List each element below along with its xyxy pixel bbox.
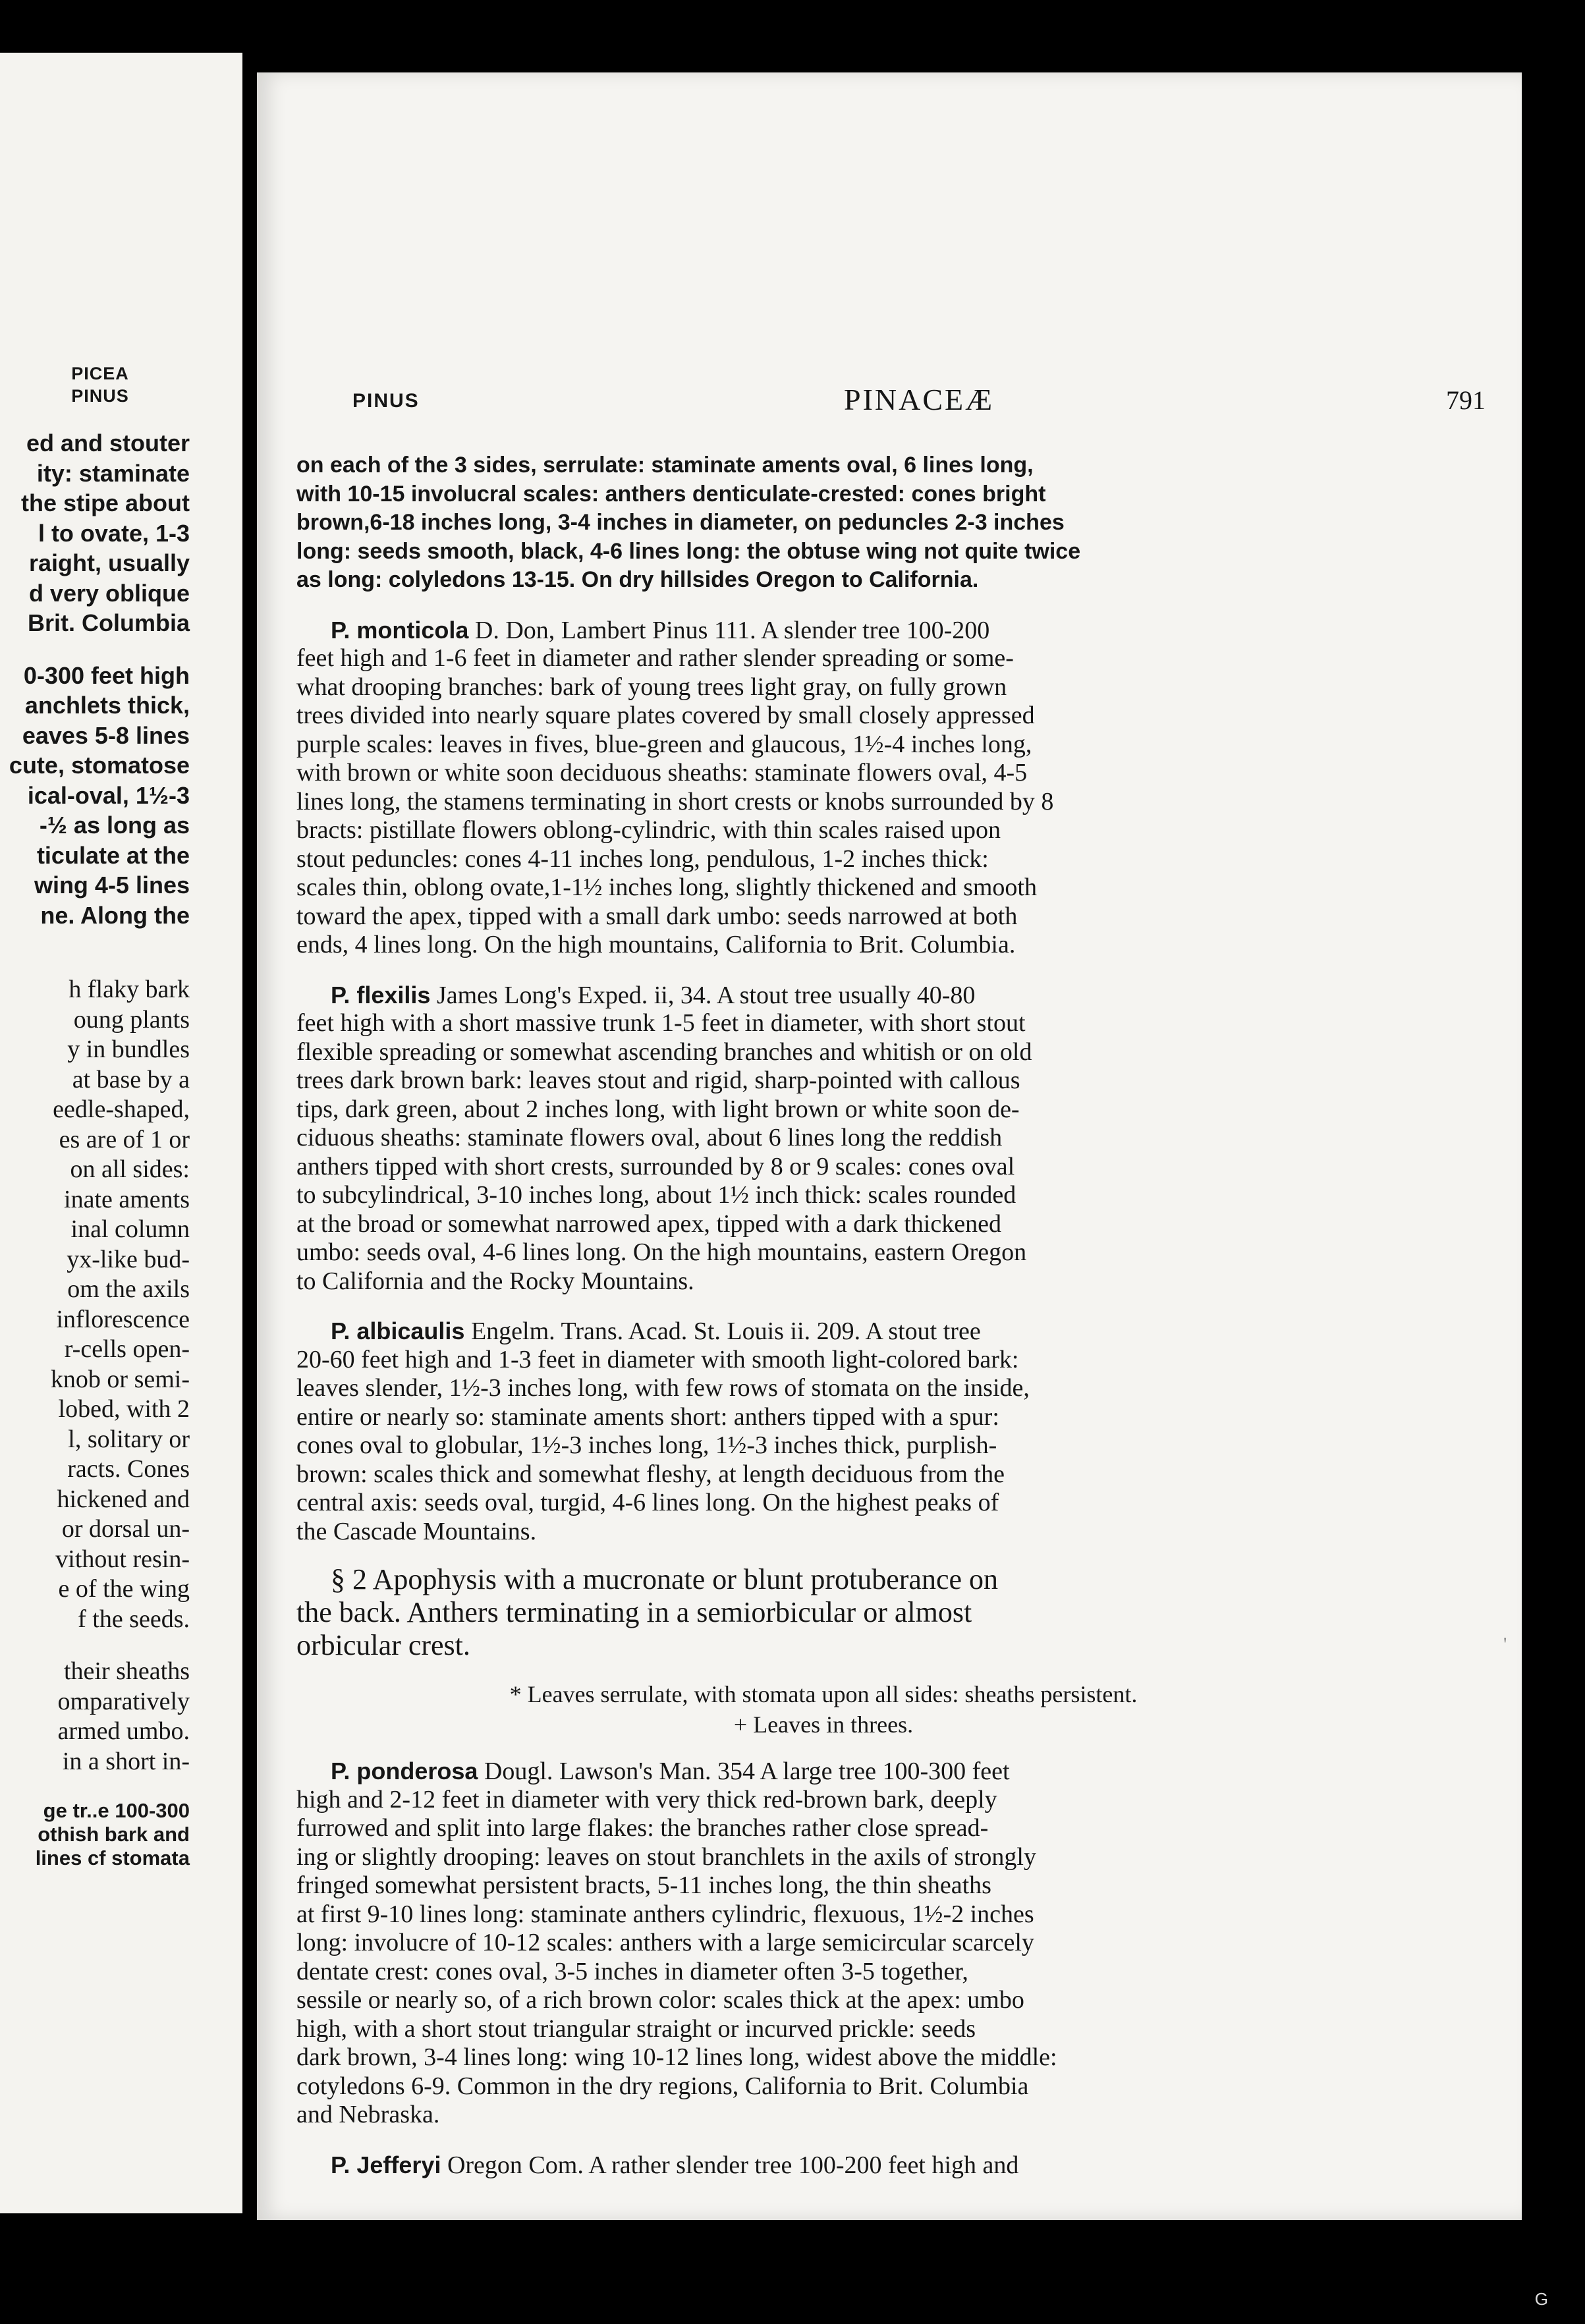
key <box>296 1679 1350 1740</box>
facing-text-line: racts. Cones <box>67 1455 190 1483</box>
spacer <box>0 953 190 975</box>
facing-text-line: on all sides: <box>70 1155 190 1183</box>
facing-text-line: eaves 5-8 lines <box>22 721 190 749</box>
species-entry <box>296 2151 1350 2180</box>
species-entries-section-2 <box>296 1757 1350 2179</box>
species-name: P. monticola <box>331 616 469 644</box>
corner-mark: G <box>1534 2289 1548 2309</box>
species-citation: James Long's Exped. ii, 34. A stout tree usually 40-80 <box>430 981 976 1009</box>
facing-text-line: wing 4-5 lines <box>34 872 190 899</box>
text-line: umbo: seeds oval, 4-6 lines long. On the high mountains, eastern Oregon <box>296 1238 1027 1266</box>
text-line: anthers tipped with short crests, surrounded by 8 or 9 scales: cones oval <box>296 1152 1015 1180</box>
facing-page-header <box>61 362 140 407</box>
spacer <box>296 2130 1350 2151</box>
facing-text-line: or dorsal un- <box>61 1515 190 1543</box>
facing-text-line: at base by a <box>72 1065 190 1093</box>
continued-entry <box>296 451 1350 595</box>
spacer <box>296 1296 1350 1317</box>
facing-text-line: d very oblique <box>28 579 190 607</box>
text-line: feet high with a short massive trunk 1-5 feet in diameter, with short stout <box>296 1009 1026 1037</box>
facing-text-line: eedle-shaped, <box>53 1095 190 1123</box>
facing-text-line: ical-oval, 1½-3 <box>27 781 190 809</box>
text-line: on each of the 3 sides, serrulate: staminate aments oval, 6 lines long, <box>296 453 1034 478</box>
running-head: PINUS <box>352 390 420 412</box>
species-citation: Dougl. Lawson's Man. 354 A large tree 100-300 feet <box>478 1757 1010 1785</box>
text-line: high, with a short stout triangular straight or incurved prickle: seeds <box>296 2014 976 2043</box>
facing-text-line: 0-300 feet high <box>23 661 190 689</box>
text-line: and Nebraska. <box>296 2101 440 2128</box>
facing-text-line: lines cf stomata <box>35 1846 190 1869</box>
text-line: cotyledons 6-9. Common in the dry regions, California to Brit. Columbia <box>296 2072 1029 2100</box>
facing-text-line: knob or semi- <box>50 1365 190 1393</box>
facing-text-line: their sheaths <box>63 1657 190 1685</box>
facing-text-line: ity: staminate <box>36 459 190 487</box>
text-line: lines long, the stamens terminating in short crests or knobs surrounded by 8 <box>296 787 1054 816</box>
text-line: brown: scales thick and somewhat fleshy, at length deciduous from the <box>296 1460 1005 1488</box>
text-line: sessile or nearly so, of a rich brown color: scales thick at the apex: umbo <box>296 1986 1024 2014</box>
text-line: fringed somewhat persistent bracts, 5-11 inches long, the thin sheaths <box>296 1871 991 1899</box>
book-gutter <box>242 46 257 2220</box>
text-line: ciduous sheaths: staminate flowers oval, about 6 lines long the reddish <box>296 1124 1003 1151</box>
text-line: leaves slender, 1½-3 inches long, with few rows of stomata on the inside, <box>296 1374 1030 1402</box>
text-line: furrowed and split into large flakes: the branches rather close spread- <box>296 1814 989 1842</box>
species-citation: Oregon Com. A rather slender tree 100-200 feet high and <box>441 2151 1019 2179</box>
species-entry-first-line <box>296 2151 1350 2180</box>
text-line: 20-60 feet high and 1-3 feet in diameter with smooth light-colored bark: <box>296 1345 1019 1373</box>
facing-text-line: yx-like bud- <box>67 1245 190 1273</box>
text-line: cones oval to globular, 1½-3 inches long, 1½-3 inches thick, purplish- <box>296 1431 997 1459</box>
text-line: long: involucre of 10-12 scales: anthers with a large semicircular scarcely <box>296 1929 1034 1956</box>
text-line: flexible spreading or somewhat ascending branches and whitish or on old <box>296 1038 1032 1066</box>
facing-running-head-2: PINUS <box>71 386 129 406</box>
family-title: PINACEÆ <box>843 383 995 416</box>
page-791 <box>257 72 1522 2220</box>
page-number: 791 <box>1446 385 1486 415</box>
facing-text-line: oung plants <box>73 1005 190 1034</box>
facing-text-line: anchlets thick, <box>24 692 190 719</box>
facing-text-line: hickened and <box>57 1485 190 1513</box>
facing-text-line: lobed, with 2 <box>58 1395 190 1423</box>
text-line: with 10-15 involucral scales: anthers denticulate-crested: cones bright <box>296 481 1046 507</box>
facing-text-line: ed and stouter <box>26 429 190 456</box>
species-entry <box>296 1757 1350 2130</box>
facing-text-line: othish bark and <box>38 1823 190 1846</box>
spacer <box>0 1634 190 1657</box>
facing-page <box>0 53 242 2213</box>
spacer <box>0 638 190 661</box>
section-heading <box>296 1563 1350 1662</box>
page-header <box>352 382 1486 422</box>
species-entry <box>296 616 1350 960</box>
facing-text-line: f the seeds. <box>78 1605 190 1633</box>
facing-text-line: the stipe about <box>20 489 190 516</box>
text-line: tips, dark green, about 2 inches long, with light brown or white soon de- <box>296 1095 1020 1123</box>
text-line: with brown or white soon deciduous sheaths: staminate flowers oval, 4-5 <box>296 759 1028 787</box>
text-line: scales thin, oblong ovate,1-1½ inches long, slightly thickened and smooth <box>296 873 1037 901</box>
text-line: the Cascade Mountains. <box>296 1517 537 1545</box>
species-citation: D. Don, Lambert Pinus 111. A slender tree 100-200 <box>468 616 990 644</box>
spacer <box>296 960 1350 981</box>
text-line: long: seeds smooth, black, 4-6 lines long: the obtuse wing not quite twice <box>296 538 1081 564</box>
page-body <box>296 451 1350 2179</box>
facing-text-line: es are of 1 or <box>59 1125 190 1153</box>
section-heading-line: orbicular crest. <box>296 1629 470 1661</box>
facing-text-line: om the axils <box>67 1275 190 1303</box>
facing-text-line: l to ovate, 1-3 <box>38 519 190 547</box>
facing-text-line: ticulate at the <box>36 841 190 869</box>
text-line: trees dark brown bark: leaves stout and rigid, sharp-pointed with callous <box>296 1066 1020 1094</box>
species-entry-first-line <box>296 1317 1350 1346</box>
text-line: at the broad or somewhat narrowed apex, tipped with a dark thickened <box>296 1209 1001 1238</box>
species-name: P. Jefferyi <box>331 2151 441 2178</box>
facing-text-line: inate aments <box>64 1185 190 1213</box>
spacer <box>0 930 190 953</box>
text-line: toward the apex, tipped with a small dark umbo: seeds narrowed at both <box>296 902 1018 930</box>
facing-text-line: l, solitary or <box>68 1425 190 1453</box>
facing-text-line: in a short in- <box>62 1747 190 1775</box>
section-heading-line: § 2 Apophysis with a mucronate or blunt protuberance on <box>331 1563 999 1595</box>
facing-text-line: y in bundles <box>67 1036 190 1063</box>
facing-page-text <box>0 428 190 1870</box>
species-entry <box>296 981 1350 1296</box>
section-heading-line: the back. Anthers terminating in a semiorbicular or almost <box>296 1596 972 1628</box>
text-line: entire or nearly so: staminate aments short: anthers tipped with a spur: <box>296 1402 999 1431</box>
facing-text-line: -½ as long as <box>39 812 190 839</box>
facing-text-line: armed umbo. <box>57 1717 190 1745</box>
facing-text-line: ge tr..e 100-300 <box>43 1799 190 1822</box>
text-line: dark brown, 3-4 lines long: wing 10-12 lines long, widest above the middle: <box>296 2043 1057 2071</box>
facing-text-line: inal column <box>70 1215 190 1243</box>
text-line: what drooping branches: bark of young trees light gray, on fully grown <box>296 673 1007 701</box>
species-name: P. flexilis <box>331 981 431 1009</box>
text-line: to subcylindrical, 3-10 inches long, about 1½ inch thick: scales rounded <box>296 1181 1016 1209</box>
text-line: at first 9-10 lines long: staminate anthers cylindric, flexuous, 1½-2 inches <box>296 1900 1034 1928</box>
text-line: bracts: pistillate flowers oblong-cylindric, with thin scales raised upon <box>296 816 1001 844</box>
text-line: as long: colyledons 13-15. On dry hillsides Oregon to California. <box>296 567 979 592</box>
text-line: ing or slightly drooping: leaves on stout branchlets in the axils of strongly <box>296 1842 1036 1871</box>
facing-text-line: r-cells open- <box>64 1335 190 1363</box>
facing-text-line: Brit. Columbia <box>27 609 190 636</box>
species-entry-first-line <box>296 1757 1350 1786</box>
facing-text-line: ne. Along the <box>40 901 190 929</box>
text-line: high and 2-12 feet in diameter with very thick red-brown bark, deeply <box>296 1785 997 1813</box>
facing-text-line: vithout resin- <box>55 1545 190 1573</box>
facing-text-line: e of the wing <box>58 1575 190 1603</box>
key-line: * Leaves serrulate, with stomata upon all sides: sheaths persistent. <box>509 1681 1138 1707</box>
text-line: feet high and 1-6 feet in diameter and rather slender spreading or some- <box>296 644 1014 672</box>
text-line: brown,6-18 inches long, 3-4 inches in diameter, on peduncles 2-3 inches <box>296 510 1065 535</box>
text-line: purple scales: leaves in fives, blue-green and glaucous, 1½-4 inches long, <box>296 730 1032 758</box>
text-line: dentate crest: cones oval, 3-5 inches in diameter often 3-5 together, <box>296 1957 968 1985</box>
species-entries-section-1 <box>296 616 1350 1547</box>
species-name: P. albicaulis <box>331 1317 465 1344</box>
text-line: stout peduncles: cones 4-11 inches long, pendulous, 1-2 inches thick: <box>296 844 989 873</box>
facing-running-head-1: PICEA <box>71 364 129 383</box>
text-line: trees divided into nearly square plates covered by small closely appressed <box>296 702 1035 729</box>
species-entry-first-line <box>296 616 1350 645</box>
species-citation: Engelm. Trans. Acad. St. Louis ii. 209. A stout tree <box>464 1317 981 1345</box>
facing-text-line: cute, stomatose <box>9 752 190 779</box>
key-line: + Leaves in threes. <box>733 1711 914 1738</box>
stray-mark: ' <box>1503 1634 1507 1655</box>
spacer <box>0 1777 190 1799</box>
text-line: ends, 4 lines long. On the high mountains, California to Brit. Columbia. <box>296 931 1016 958</box>
species-name: P. ponderosa <box>331 1757 478 1784</box>
species-entry-first-line <box>296 981 1350 1010</box>
species-entry <box>296 1317 1350 1546</box>
facing-text-line: inflorescence <box>56 1305 190 1333</box>
facing-text-line: h flaky bark <box>69 976 190 1003</box>
text-line: central axis: seeds oval, turgid, 4-6 lines long. On the highest peaks of <box>296 1489 999 1516</box>
facing-text-line: raight, usually <box>28 549 190 576</box>
facing-text-line: omparatively <box>57 1687 190 1715</box>
text-line: to California and the Rocky Mountains. <box>296 1267 694 1295</box>
